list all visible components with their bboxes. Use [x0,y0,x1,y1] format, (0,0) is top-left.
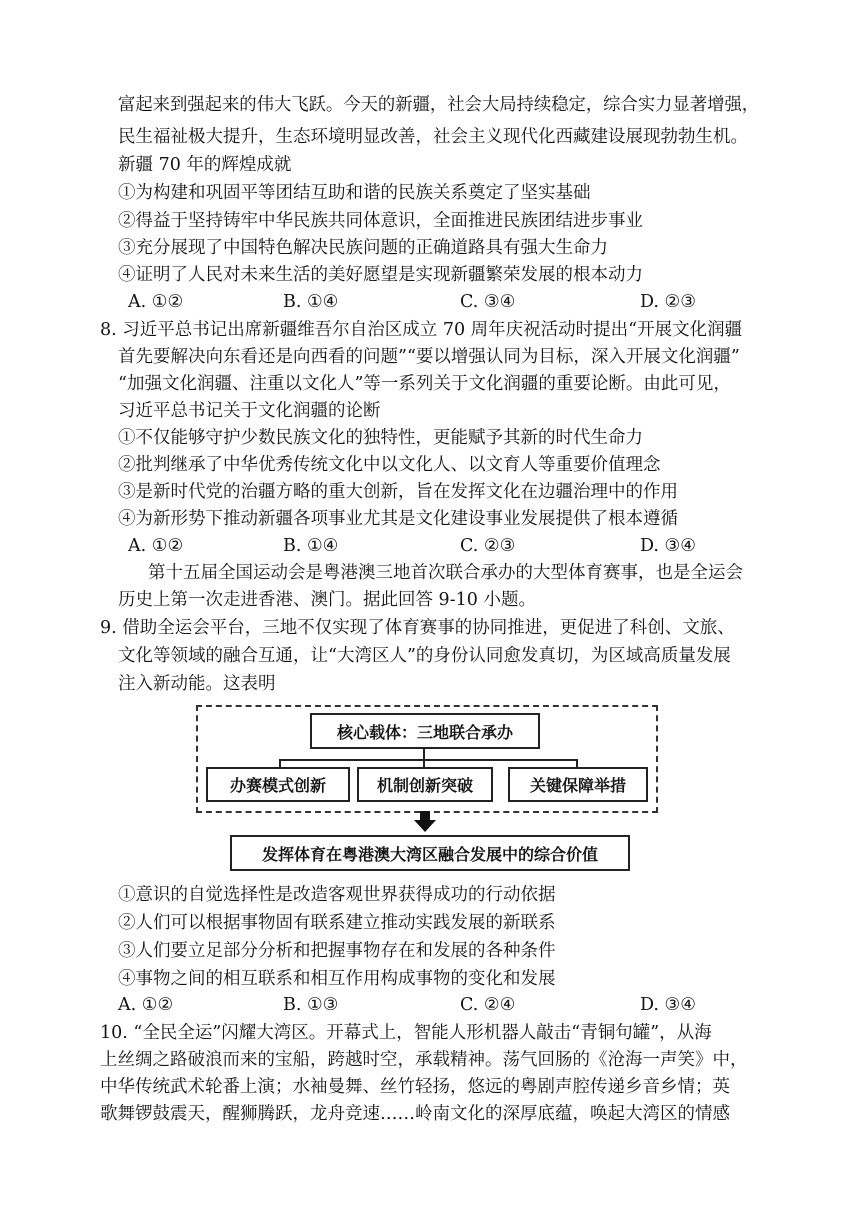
option-a: A. ①② [128,536,184,556]
text-line: “加强文化润疆、注重以文化人”等一系列关于文化润疆的重要论断。由此可见， [118,374,731,394]
option-d: D. ③④ [640,995,696,1015]
option-d: D. ③④ [640,536,696,556]
statement-3: ③是新时代党的治疆方略的重大创新，旨在发挥文化在边疆治理中的作用 [118,482,678,502]
statement-4: ④为新形势下推动新疆各项事业尤其是文化建设事业发展提供了根本遵循 [118,509,678,529]
text-line: 新疆 70 年的辉煌成就 [118,155,292,175]
option-b: B. ①④ [283,292,339,312]
diagram-left-box: 办赛模式创新 [206,767,350,802]
option-b: B. ①④ [283,536,339,556]
statement-2: ②得益于坚持铸牢中华民族共同体意识，全面推进民族团结进步事业 [118,211,643,231]
text-line: 首先要解决向东看还是向西看的问题”“要以增强认同为目标，深入开展文化润疆” [118,347,740,367]
statement-2: ②人们可以根据事物固有联系建立推动实践发展的新联系 [118,913,556,933]
text-line: 上丝绸之路破浪而来的宝船，跨越时空，承载精神。荡气回肠的《沧海一声笑》中， [100,1050,748,1070]
option-c: C. ③④ [460,292,516,312]
text-line: 文化等领域的融合互通，让“大湾区人”的身份认同愈发真切，为区域高质量发展 [118,646,731,666]
text-line: 注入新动能。这表明 [118,674,276,694]
material-intro: 历史上第一次走进香港、澳门。据此回答 9-10 小题。 [118,590,536,610]
material-intro: 第十五届全国运动会是粤港澳三地首次联合承办的大型体育赛事，也是全运会 [148,563,743,583]
statement-1: ①为构建和巩固平等团结互助和谐的民族关系奠定了坚实基础 [118,183,591,203]
question-10-stem: 10. “全民全运”闪耀大湾区。开幕式上，智能人形机器人敲击“青铜句罐”，从海 [100,1023,712,1043]
connector [279,759,577,761]
statement-4: ④事物之间的相互联系和相互作用构成事物的变化和发展 [118,969,556,989]
option-c: C. ②④ [460,995,516,1015]
statement-1: ①意识的自觉选择性是改造客观世界获得成功的行动依据 [118,885,556,905]
option-c: C. ②③ [460,536,516,556]
diagram-top-box: 核心载体：三地联合承办 [310,713,540,749]
down-arrow-icon [414,811,436,833]
text-line: 中华传统武术轮番上演；水袖曼舞、丝竹轻扬，悠远的粤剧声腔传递乡音乡情；英 [100,1077,730,1097]
option-a: A. ①② [128,292,184,312]
text-line: 民生福祉极大提升，生态环境明显改善，社会主义现代化西藏建设展现勃勃生机。 [118,127,748,147]
option-a: A. ①② [118,995,174,1015]
diagram-middle-box: 机制创新突破 [357,767,493,802]
option-b: B. ①③ [283,995,339,1015]
statement-3: ③充分展现了中国特色解决民族问题的正确道路具有强大生命力 [118,238,608,258]
question-9-stem: 9. 借助全运会平台，三地不仅实现了体育赛事的协同推进，更促进了科创、文旅、 [100,618,735,638]
diagram-result-box: 发挥体育在粤港澳大湾区融合发展中的综合价值 [230,835,630,871]
statement-4: ④证明了人民对未来生活的美好愿望是实现新疆繁荣发展的根本动力 [118,265,643,285]
text-line: 富起来到强起来的伟大飞跃。今天的新疆，社会大局持续稳定，综合实力显著增强， [118,95,760,115]
option-d: D. ②③ [640,292,696,312]
diagram-right-box: 关键保障举措 [508,767,648,802]
text-line: 习近平总书记关于文化润疆的论断 [118,401,381,421]
statement-1: ①不仅能够守护少数民族文化的独特性，更能赋予其新的时代生命力 [118,428,643,448]
text-line: 歌舞锣鼓震天，醒狮腾跃，龙舟竞速……岭南文化的深厚底蕴，唤起大湾区的情感 [100,1104,730,1124]
statement-2: ②批判继承了中华优秀传统文化中以文化人、以文育人等重要价值理念 [118,455,661,475]
statement-3: ③人们要立足部分分析和把握事物存在和发展的各种条件 [118,941,556,961]
question-8-stem: 8. 习近平总书记出席新疆维吾尔自治区成立 70 周年庆祝活动时提出“开展文化润疆 [100,320,743,340]
